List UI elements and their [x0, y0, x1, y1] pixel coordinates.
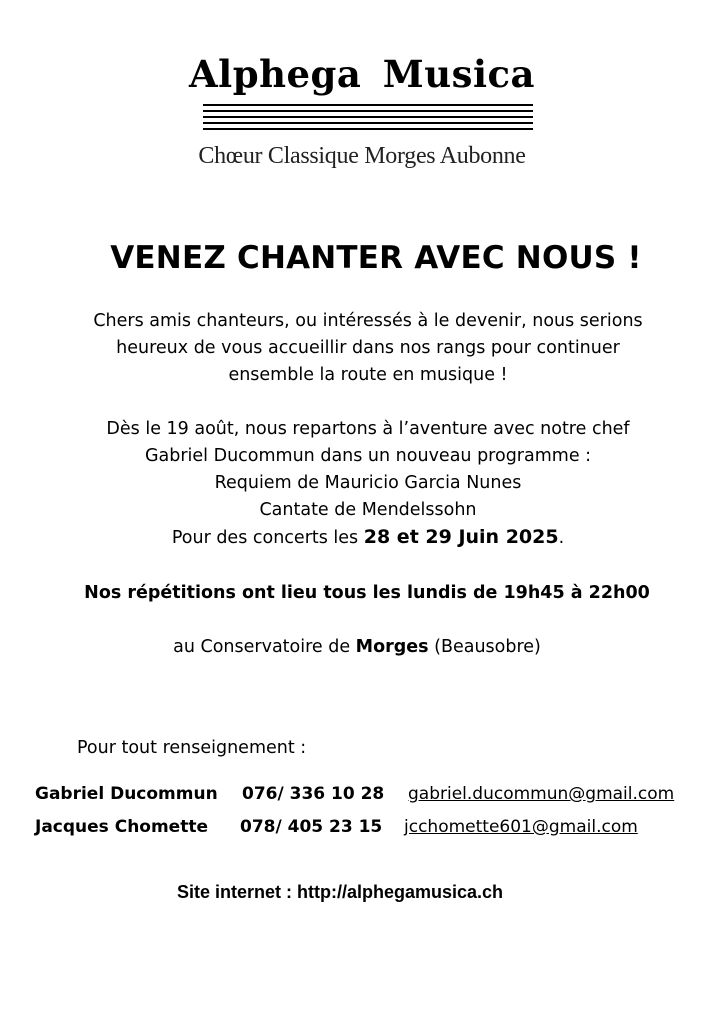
intro-line: heureux de vous accueillir dans nos rangs pour continuer — [116, 338, 620, 358]
info-label: Pour tout renseignement : — [77, 738, 307, 758]
contact-phone: 078/ 405 23 15 — [240, 817, 383, 837]
website-text[interactable]: Site internet : http://alphegamusica.ch — [176, 882, 504, 902]
location-city: Morges — [355, 637, 429, 657]
concert-suffix: . — [558, 528, 565, 548]
program-line: Dès le 19 août, nous repartons à l’aventure avec notre chef — [106, 419, 630, 439]
music-staff-lines — [203, 104, 533, 134]
intro-line: ensemble la route en musique ! — [228, 365, 508, 385]
contact-email-link[interactable]: gabriel.ducommun@gmail.com — [408, 784, 675, 804]
concert-prefix: Pour des concerts les — [171, 528, 364, 548]
location-suffix: (Beausobre) — [428, 637, 541, 657]
choir-subtitle: Chœur Classique Morges Aubonne — [198, 143, 526, 169]
intro-paragraph — [0, 308, 724, 389]
contact-name: Jacques Chomette — [35, 817, 208, 837]
program-line: Cantate de Mendelssohn — [259, 500, 477, 520]
contact-phone: 076/ 336 10 28 — [242, 784, 385, 804]
location-prefix: au Conservatoire de — [173, 637, 356, 657]
contact-name: Gabriel Ducommun — [35, 784, 218, 804]
choir-logo-title: Alphega Musica — [188, 52, 536, 96]
program-line: Requiem de Mauricio Garcia Nunes — [214, 473, 522, 493]
location-text — [0, 634, 714, 661]
contact-email-link[interactable]: jcchomette601@gmail.com — [404, 817, 638, 837]
program-paragraph — [0, 416, 724, 552]
concert-dates: 28 et 29 Juin 2025 — [363, 526, 559, 548]
concert-line — [0, 524, 724, 552]
program-line: Gabriel Ducommun dans un nouveau programme : — [144, 446, 592, 466]
headline: VENEZ CHANTER AVEC NOUS ! — [110, 240, 642, 276]
rehearsals-text: Nos répétitions ont lieu tous les lundis de 19h45 à 22h00 — [84, 583, 650, 603]
intro-line: Chers amis chanteurs, ou intéressés à le devenir, nous serions — [93, 311, 643, 331]
